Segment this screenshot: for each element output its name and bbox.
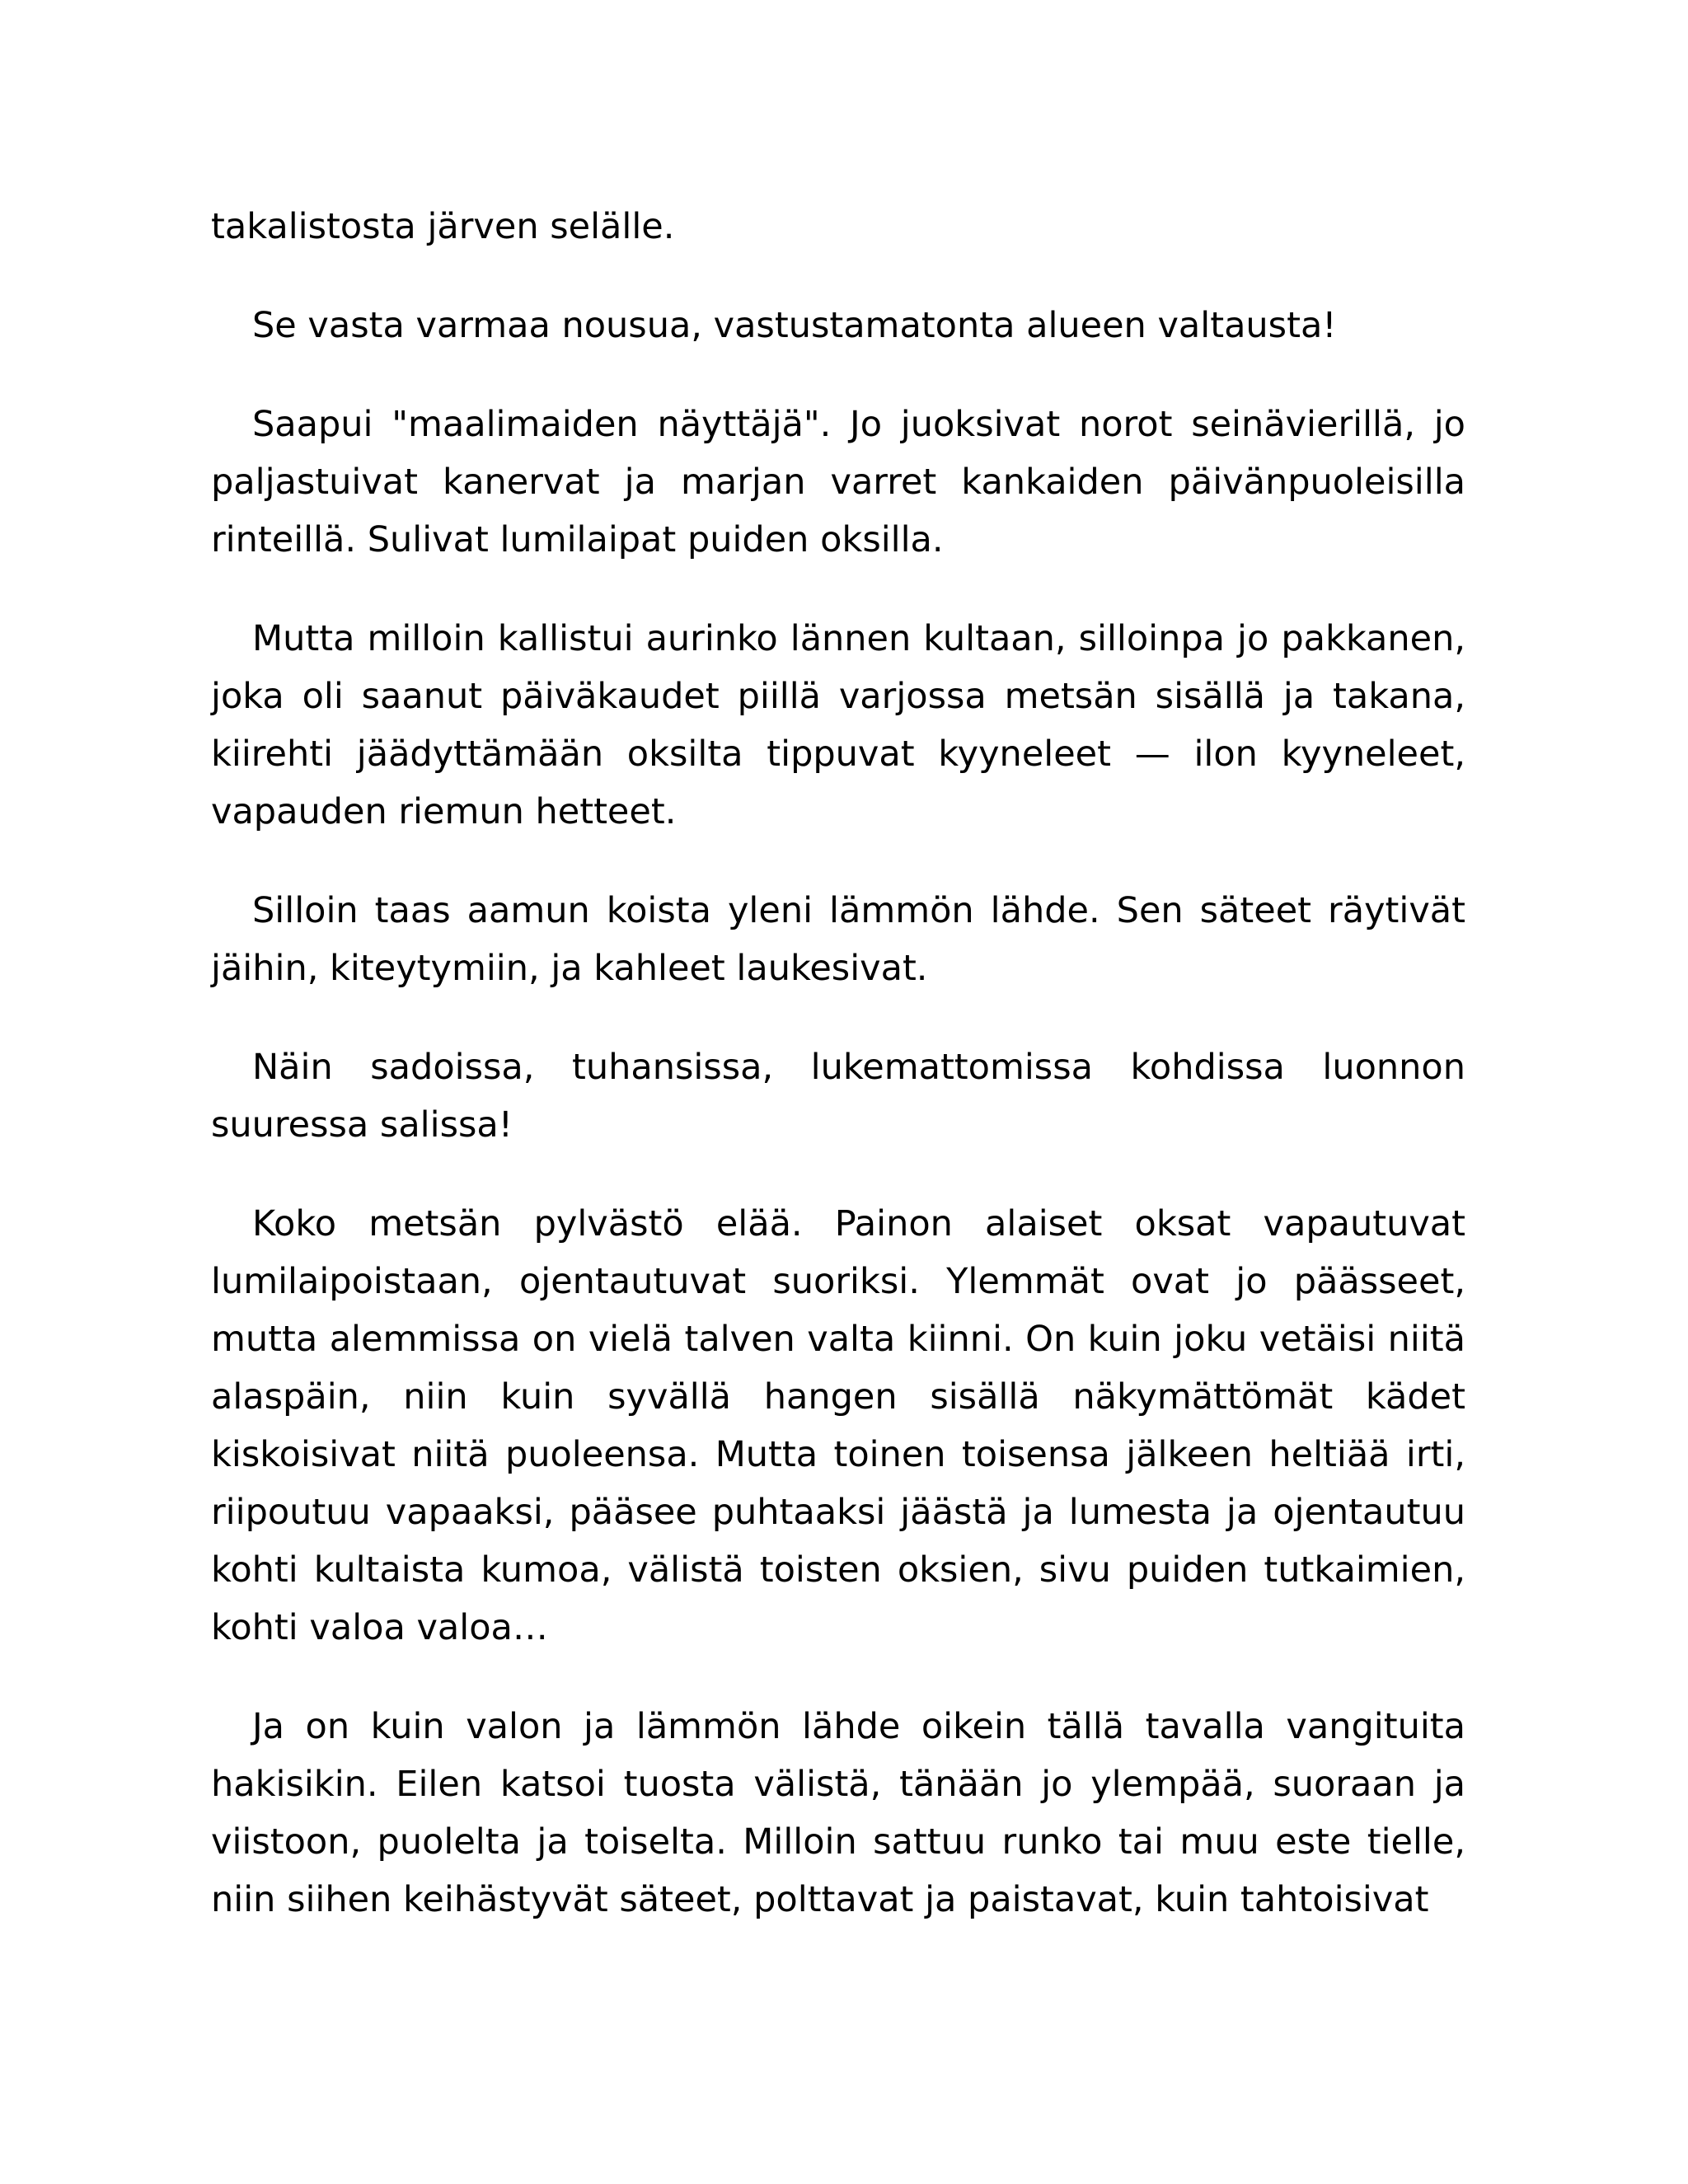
paragraph: Silloin taas aamun koista yleni lämmön lähde. Sen säteet räytivät jäihin, kiteytymiin, ja kahleet laukesivat. xyxy=(211,890,1465,989)
paragraph: Koko metsän pylvästö elää. Painon alaiset oksat vapautuvat lumilaipoistaan, ojentautuvat suoriksi. Ylemmät ovat jo päässeet, mutta alemmissa on vielä talven valta kiinni. On kuin joku vetäisi niitä alaspäin, niin kuin syvällä hangen sisällä näkymättömät kädet kiskoisivat niitä puoleensa. Mutta toinen toisensa jälkeen heltiää irti, riipoutuu vapaaksi, pääsee puhtaaksi jäästä ja lumesta ja ojentautuu kohti kultaista kumoa, välistä toisten oksien, sivu puiden tutkaimien, kohti valoa valoa… xyxy=(211,1203,1465,1648)
paragraph: Näin sadoissa, tuhansissa, lukemattomissa kohdissa luonnon suuressa salissa! xyxy=(211,1047,1465,1146)
paragraph: Saapui "maalimaiden näyttäjä". Jo juoksivat norot seinävierillä, jo paljastuivat kanervat ja marjan varret kankaiden päivänpuoleisilla rinteillä. Sulivat lumilaipat puiden oksilla. xyxy=(211,404,1465,560)
paragraph: Mutta milloin kallistui aurinko lännen kultaan, silloinpa jo pakkanen, joka oli saanut päiväkaudet piillä varjossa metsän sisällä ja takana, kiirehti jäädyttämään oksilta tippuvat kyyneleet — ilon kyyneleet, vapauden riemun hetteet. xyxy=(211,618,1465,832)
page-body xyxy=(211,198,1465,1929)
paragraph-continued: takalistosta järven selälle. xyxy=(211,206,675,247)
paragraph: Ja on kuin valon ja lämmön lähde oikein tällä tavalla vangituita hakisikin. Eilen katsoi tuosta välistä, tänään jo ylempää, suoraan ja viistoon, puolelta ja toiselta. Milloin sattuu runko tai muu este tielle, niin siihen keihästyvät säteet, polttavat ja paistavat, kuin tahtoisivat xyxy=(211,1706,1465,1920)
paragraph: Se vasta varmaa nousua, vastustamatonta alueen valtausta! xyxy=(252,305,1337,346)
